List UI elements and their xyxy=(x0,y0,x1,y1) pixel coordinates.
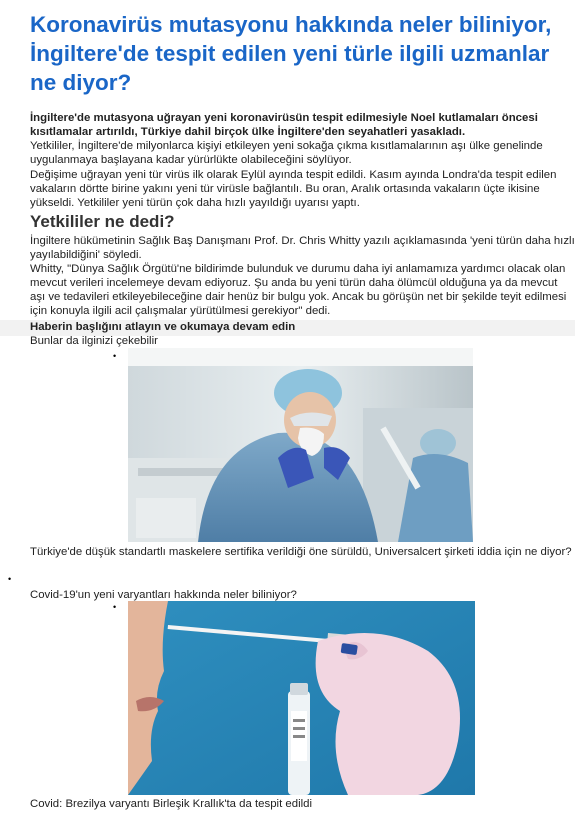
related-item-3-caption[interactable]: Covid: Brezilya varyantı Birleşik Krallık'ta da tespit edildi xyxy=(30,798,312,810)
related-heading: Bunlar da ilginizi çekebilir xyxy=(30,335,158,347)
related-item-2-caption[interactable]: Covid-19'un yeni varyantları hakkında neler biliniyor? xyxy=(30,589,297,601)
lab-worker-mask-photo[interactable] xyxy=(128,348,473,542)
article-title: Koronavirüs mutasyonu hakkında neler biliniyor, İngiltere'de tespit edilen yeni türle ilgili uzmanlar ne diyor? xyxy=(30,12,552,95)
section-paragraph-1: İngiltere hükümetinin Sağlık Baş Danışmanı Prof. Dr. Chris Whitty yazılı açıklamasında 'yeni türün daha hızlı yayılabildiğini' söyledi. xyxy=(30,235,575,261)
article-lead: İngiltere'de mutasyona uğrayan yeni koronavirüsün tespit edilmesiyle Noel kutlamaları öncesi kısıtlamalar artırıldı, Türkiye dahil birçok ülke İngiltere'den seyahatleri yasakladı. xyxy=(30,112,538,138)
section-heading: Yetkililer ne dedi? xyxy=(30,212,175,231)
list-bullet: • xyxy=(113,351,117,361)
related-item-1-caption[interactable]: Türkiye'de düşük standartlı maskelere sertifika verildiği öne sürüldü, Universalcert şirketi iddia için ne diyor? xyxy=(30,546,572,558)
lab-photo-image xyxy=(128,348,473,542)
swab-photo-image xyxy=(128,601,475,795)
article-paragraph-1: Yetkililer, İngiltere'de milyonlarca kişiyi etkileyen yeni sokağa çıkma kısıtlamalarının aşı ülke genelinde uygulanmaya başlayana kadar yürürlükte olabileceğini söylüyor. xyxy=(30,140,543,166)
skip-to-content-banner[interactable] xyxy=(0,320,575,336)
list-bullet: • xyxy=(113,602,117,612)
list-bullet: • xyxy=(8,574,12,584)
nasal-swab-test-photo[interactable] xyxy=(128,601,475,795)
section-paragraph-2: Whitty, "Dünya Sağlık Örgütü'ne bildirimde bulunduk ve durumu daha iyi anlamamıza yardımcı olacak olan mevcut verileri incelemeye devam ediyoruz. Şu anda bu yeni türün daha ölümcül olduğuna ya da mevcut aşı ve tedavileri etkileyebileceğine dair henüz bir bulgu yok. Ancak bu görüşün net bir şekilde teyit edilmesi için konuyla ilgili acil çalışmalar yürütülmesi gerekiyor" dedi. xyxy=(30,263,567,317)
skip-link[interactable]: Haberin başlığını atlayın ve okumaya devam edin xyxy=(30,321,296,333)
article-paragraph-2: Değişime uğrayan yeni tür virüs ilk olarak Eylül ayında tespit edildi. Kasım ayında Londra'da tespit edilen vakaların dörtte birine yakını yeni tür virüsle bağlantılı. Bu oran, Aralık ortasında vakaların üçte ikisine yükseldi. Yetkililer yeni türün çok daha hızlı yayıldığı uyarısı yaptı. xyxy=(30,169,557,209)
